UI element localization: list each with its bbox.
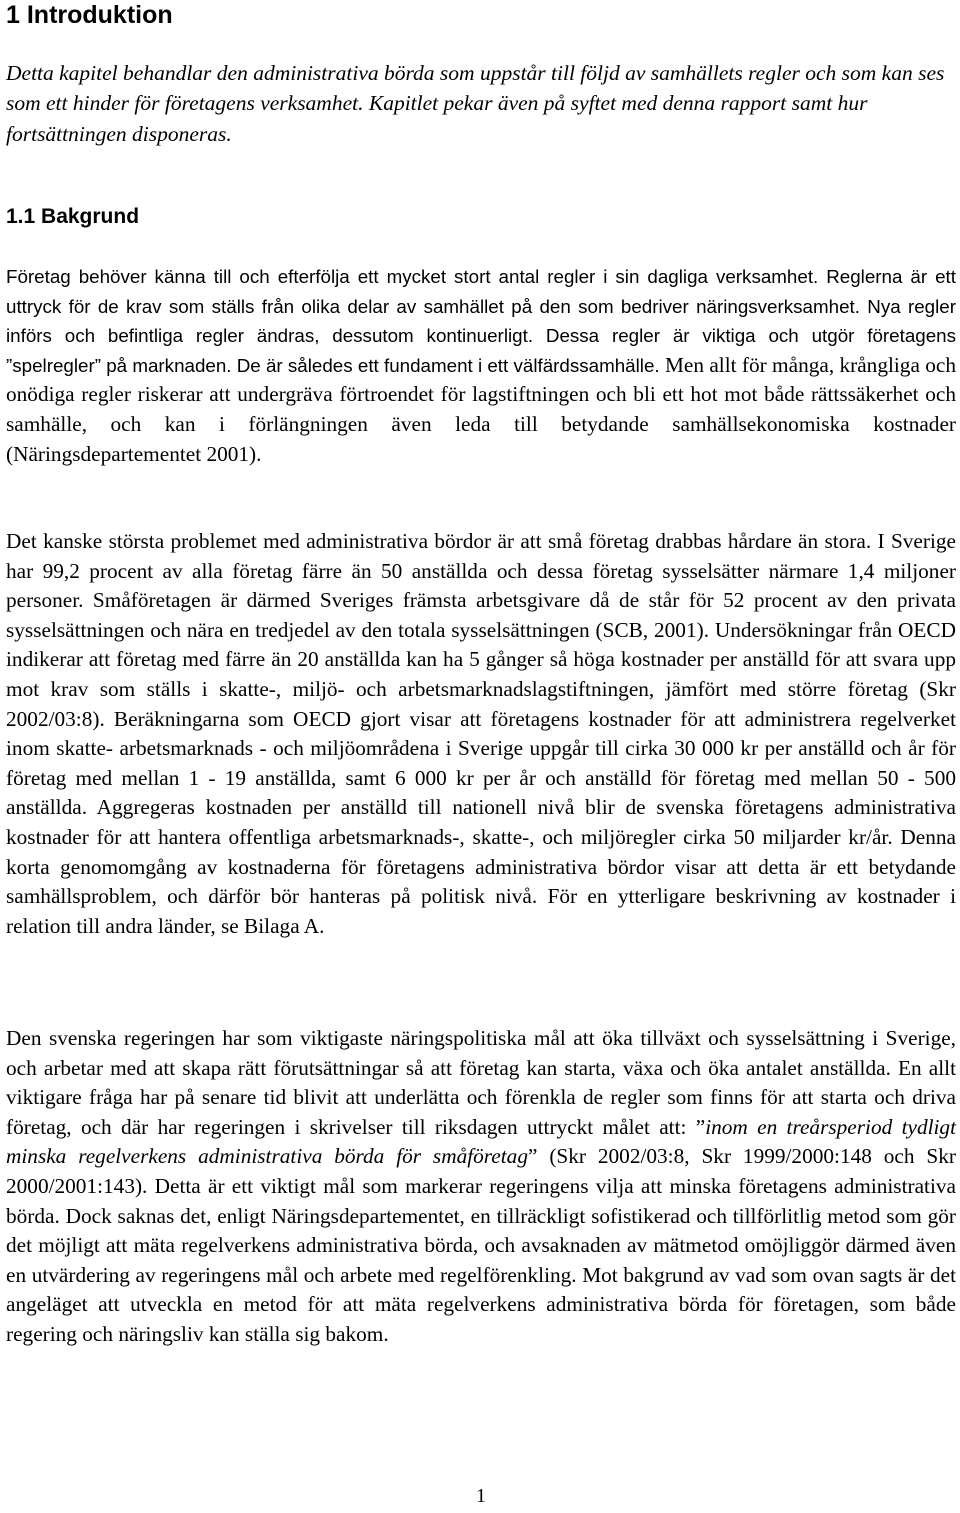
section-heading: 1.1 Bakgrund [6, 205, 140, 228]
paragraph-2: Det kanske största problemet med administrativa bördor är att små företag drabbas hårdare än stora. I Sverige har 99,2 procent av alla företag färre än 50 anställda och dessa företag sysselsätter närmare 1,4 miljoner personer. Småföretagen är därmed Sveriges främsta arbetsgivare då de står för 52 procent av den privata sysselsättningen och nära en tredjedel av den totala sysselsättningen (SCB, 2001). Undersökningar från OECD indikerar att företag med färre än 20 anställda kan ha 5 gånger så höga kostnader per anställd för att svara upp mot krav som ställs i skatte-, miljö- och arbetsmarknadslagstiftningen, jämfört med större företag (Skr 2002/03:8). Beräkningarna som OECD gjort visar att företagens kostnader för att administrera regelverket inom skatte- arbetsmarknads - och miljöområdena i Sverige uppgår till cirka 30 000 kr per anställd och år för företag med mellan 1 - 19 anställda, samt 6 000 kr per år och anställd för företag med mellan 50 - 500 anställda. Aggregeras kostnaden per anställd till nationell nivå blir de svenska företagens administrativa kostnader för att hantera offentliga arbetsmarknads-, skatte-, och miljöregler cirka 50 miljarder kr/år. Denna korta genomomgång av kostnaderna för företagens administrativa bördor visar att detta är ett betydande samhällsproblem, och därför bör hanteras på politisk nivå. För en ytterligare beskrivning av kostnader i relation till andra länder, se Bilaga A. [6, 529, 956, 938]
paragraph-3-text-before: Den svenska regeringen har som viktigaste näringspolitiska mål att öka tillväxt och sysselsättning i Sverige, och arbetar med att skapa rätt förutsättningar så att företag kan starta, växa och öka antalet anställda. En allt viktigare fråga har på senare tid blivit att underlätta och förenkla de regler som finns för att starta och driva företag, och där har regeringen i skrivelser till riksdagen uttryckt målet att: ” [6, 1026, 956, 1139]
paragraph-3 [6, 1024, 956, 1350]
paragraph-1-sans-part: Företag behöver känna till och efterfölja ett mycket stort antal regler i sin dagliga verksamhet. Reglerna är ett uttryck för de krav som ställs från olika delar av samhället på den som bedriver näringsverksamhet. Nya regler införs och befintliga regler ändras, dessutom kontinuerligt. Dessa regler är viktiga och utgör företagens ”spelregler” på marknaden. De är således ett fundament i ett välfärdssamhälle. [6, 266, 956, 376]
page-number: 1 [476, 1485, 486, 1507]
paragraph-1-serif-part: Men allt för många, krångliga och onödiga regler riskerar att undergräva förtroendet för lagstiftningen och bli ett hot mot både rättssäkerhet och samhälle, och kan i förlängningen även leda till betydande samhällsekonomiska kostnader (Näringsdepartementet 2001). [6, 352, 956, 466]
paragraph-1 [6, 262, 956, 469]
chapter-intro: Detta kapitel behandlar den administrativa börda som uppstår till följd av samhällets regler och som kan ses som ett hinder för företagens verksamhet. Kapitlet pekar även på syftet med denna rapport samt hur fortsättningen disponeras. [6, 61, 945, 146]
paragraph-3-text-after: ” (Skr 2002/03:8, Skr 1999/2000:148 och Skr 2000/2001:143). Detta är ett viktigt mål som markerar regeringens vilja att minska företagens administrativa börda. Dock saknas det, enligt Näringsdepartementet, en tillräckligt sofistikerad och tillförlitlig metod som gör det möjligt att mäta regelverkens administrativa börda, och avsaknaden av mätmetod omöjliggör därmed även en utvärdering av regeringens mål och arbete med regelförenkling. Mot bakgrund av vad som ovan sagts är det angeläget att utveckla en metod för att mäta regelverkens administrativa börda för företagen, som både regering och näringsliv kan ställa sig bakom. [6, 1144, 956, 1346]
chapter-heading: 1 Introduktion [6, 1, 173, 29]
paragraph-3-quote: inom en treårsperiod tydligt minska regelverkens administrativa börda för småföretag [6, 1114, 956, 1169]
